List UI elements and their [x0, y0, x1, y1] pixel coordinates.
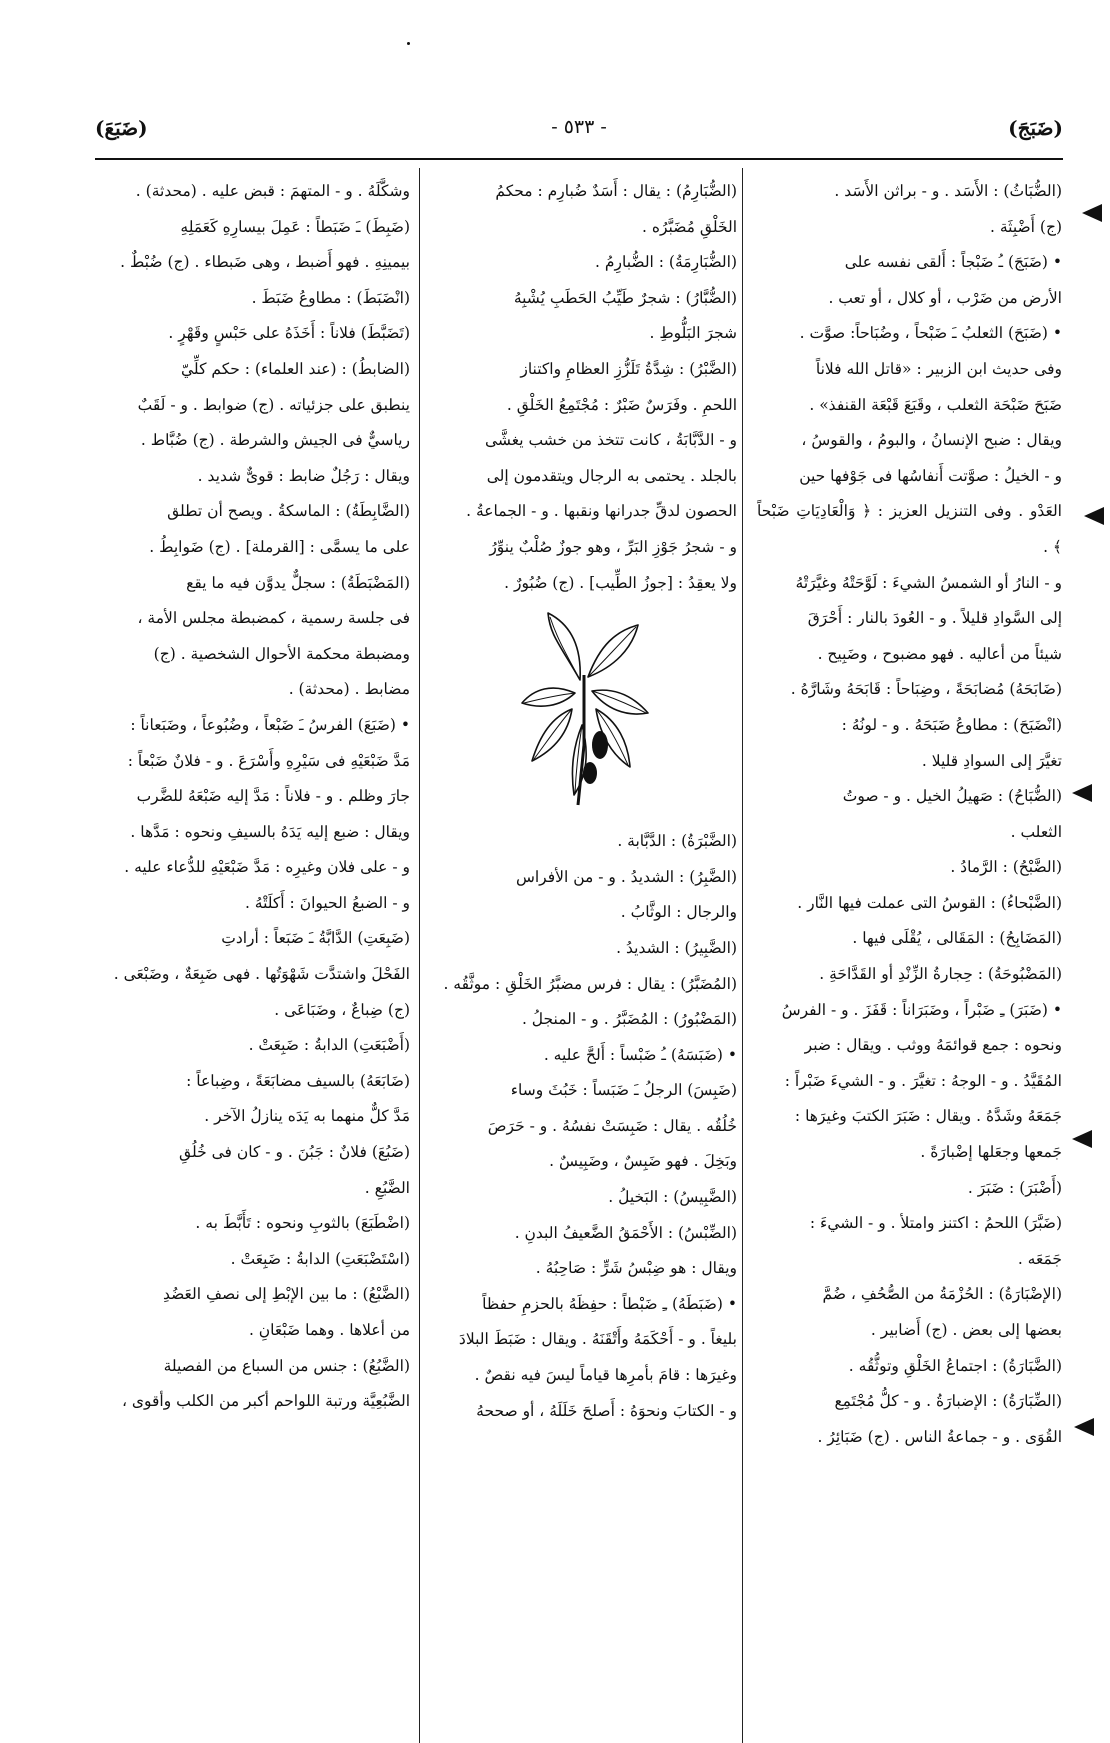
dictionary-line: (انْضَبَحَ) : مطاوعُ ضَبَحَهُ . و - لونُهُ :: [841, 715, 1062, 734]
dictionary-line: (ضَبُعَ) فلانٌ : جَبُنَ . و - كان فى خُلُقِ: [179, 1143, 410, 1162]
dictionary-line: الثعلب .: [1010, 822, 1062, 841]
dictionary-line: ويقال : هو ضِبْسُ شَرٍّ : صَاحِبُهُ .: [535, 1259, 737, 1278]
dictionary-line: و - النارُ أو الشمسُ الشيءَ : لَوَّحَتْهُ وغيَّرَتْهُ: [795, 573, 1062, 592]
dictionary-line: ولا يعقِدُ : [جوزُ الطِّيب] . (ج) ضُبُورٌ .: [504, 573, 737, 592]
margin-thumb-mark: [1084, 507, 1104, 525]
dictionary-line: و - الدَّبَّابَةُ ، كانت تتخذ من خشب يغشَّى: [484, 431, 737, 450]
dictionary-line: (الضُّبَاثُ) : الأَسَد . و - براثن الأَسَد .: [834, 182, 1062, 200]
dictionary-line: بالجلد . يحتمى به الرجال ويتقدمون إلى: [486, 466, 737, 485]
column-middle-upper: [432, 174, 737, 601]
dictionary-line: (ج) أَضْبِثَة .: [989, 217, 1062, 236]
dictionary-line: (الضَّبِيرُ) : الشديدُ .: [616, 938, 737, 957]
dictionary-line: جَمَعَه .: [1017, 1249, 1062, 1268]
dictionary-line: من أعلاها . وهما ضَبْعَانِ .: [248, 1321, 410, 1339]
plant-branch-illustration: [520, 605, 650, 810]
dictionary-line: (المَضْبُورُ) : المُضَبَّرُ . و - المنجلُ .: [521, 1010, 737, 1029]
dictionary-line: • (ضَبَحَ) الثعلبُ ـَ ضَبْحاً ، وضُبَاحاً: صوَّت .: [799, 324, 1062, 343]
dictionary-line: (ج) ضِباعٌ ، وضَبَاعَى .: [274, 1000, 410, 1019]
dictionary-line: • (ضَبَجَ) ـُ ضَبْجاً : أَلقى نفسه على: [844, 253, 1062, 272]
margin-thumb-mark: [1082, 204, 1102, 222]
dictionary-line: (ضَابَعَهُ) بالسيف مضابَعَةً ، وضِباعاً :: [186, 1071, 410, 1090]
dictionary-line: شيئاً من أعاليه . فهو مضبوح ، وضَبِيح .: [817, 644, 1062, 663]
margin-thumb-mark: [1074, 1418, 1094, 1436]
dictionary-line: وشكَّلَهُ . و - المتهمَ : قبض عليه . (محدثة) .: [135, 182, 410, 200]
dictionary-line: و - شجرُ جَوْزِ البَرِّ ، وهو جوزٌ صُلْبٌ ينوِّرُ: [489, 537, 737, 556]
dictionary-line: الفَحْلَ واشتدَّت شَهْوَتُها . فهى ضَبِعَةٌ ، وضَبْعَى .: [113, 965, 410, 984]
dictionary-line: (الضِّبْسُ) : الأَحْمَقُ الضَّعيفُ البدنِ .: [514, 1223, 737, 1242]
dictionary-line: بيمينِهِ . فهو أَضبط ، وهى ضَبطاء . (ج) ضُبْطٌ .: [120, 253, 410, 272]
dictionary-line: مَدَّ ضَبْعَيْهِ فى سَيْرِهِ وأَسْرَعَ . و - فلانٌ ضَبْعاً :: [127, 751, 410, 770]
dictionary-line: (الضَّبَارَةُ) : اجتماعُ الخَلْقِ وتوثُّقُه .: [848, 1356, 1062, 1375]
dictionary-line: و - على فلان وغيرِه : مَدَّ ضَبْعَيْهِ للدُّعاء عليه .: [124, 858, 410, 877]
dictionary-line: و - الكتابَ ونحوَهُ : أَصلحَ خَلَلَهُ ، أو صححهُ: [476, 1401, 737, 1420]
dictionary-line: (ضَبَّرَ) اللحمُ : اكتنز وامتلأ . و - الشيءَ :: [809, 1214, 1062, 1233]
dictionary-line: ضَبَحَ ضَبْحَة الثعلب ، وقَبَعَ قَبْعَة القنفذ» .: [809, 395, 1062, 414]
scan-speck: [407, 42, 410, 45]
dictionary-line: الحصون لدقِّ جدرانها ونقبها . و - الجماعةُ .: [466, 502, 737, 521]
dictionary-line: (أَضْبَرَ) : ضَبَرَ .: [967, 1178, 1062, 1197]
dictionary-line: • (ضَبَسَهُ) ـُ ضَبْساً : أَلحَّ عليه .: [543, 1045, 737, 1064]
dictionary-line: (أَضْبَعَتِ) الدابةُ : ضَبِعَتْ .: [248, 1036, 410, 1055]
dictionary-line: (اسْتَضْبَعَتِ) الدابةُ : ضَبِعَتْ .: [230, 1249, 410, 1268]
page-number: - ٥٣٣ -: [551, 116, 607, 138]
header-rule: [95, 158, 1063, 160]
dictionary-line: (الضُّبَاحُ) : صَهيلُ الخيل . و - صوتُ: [842, 787, 1062, 806]
dictionary-line: الخَلْقِ مُضَبَّرُه .: [642, 217, 737, 236]
dictionary-line: جارَ وظلم . و - فلاناً : مَدَّ إليه ضَبْعَهُ للضَّرب: [136, 787, 410, 806]
dictionary-line: (انْضَبَطَ) : مطاوعُ ضَبَطَ .: [251, 288, 410, 307]
dictionary-line: (الضُّبَارِمُ) : يقال : أَسَدٌ ضُبارِم : محكمُ: [495, 182, 737, 200]
dictionary-line: (المَضَابِحُ) : المَقَالى ، يُقْلَى فيها .: [852, 929, 1062, 948]
column-separator-right: [742, 168, 743, 1743]
column-left: [100, 174, 410, 1734]
dictionary-line: ويقال : رَجُلٌ ضابط : قوىٌّ شديد .: [197, 466, 410, 485]
dictionary-line: (المَضْبَطَةُ) : سجلٌّ يدوَّن فيه ما يقع: [186, 573, 410, 592]
dictionary-line: القُوَى . و - جماعةُ الناس . (ج) ضَبَائِرُ .: [817, 1427, 1062, 1446]
dictionary-line: إلى السَّوادِ قليلاً . و - العُودَ بالنار : أَحْرَقَ: [807, 609, 1062, 628]
dictionary-line: جَمَعَهُ وشَدَّهُ . ويقال : ضَبَرَ الكتبَ وغيرَها :: [794, 1107, 1062, 1126]
dictionary-line: • (ضَبَرَ) ـِ ضَبْراً ، وضَبَرَاناً : قَفَزَ . و - الفرسُ: [781, 1000, 1062, 1019]
dictionary-line: (الضِّبَارَةُ) : الإضبارَةُ . و - كلُّ مُجْتَمِع: [834, 1392, 1062, 1411]
dictionary-line: (الضَّبْرَةُ) : الدَّبَّابة .: [617, 832, 737, 851]
dictionary-line: وفى حديث ابن الزبير : «قاتل الله فلاناً: [815, 359, 1062, 378]
dictionary-line: (تَضَبَّطَ) فلاناً : أَخَذَهُ على حَبْسٍ وقَهْرٍ .: [168, 324, 410, 343]
page-header: [95, 112, 1063, 152]
dictionary-line: (الضَّبُعُ) : جنس من السباع من الفصيلة: [163, 1356, 410, 1375]
dictionary-line: الأرض من ضَرْب ، أو كلال ، أو تعب .: [828, 288, 1062, 307]
dictionary-line: (الضَّبْرُ) : شِدَّةُ تَلَزُّزِ العظامِ واكتناز: [520, 359, 737, 378]
dictionary-line: (الضَّبِيسُ) : البَخيلُ .: [608, 1188, 737, 1207]
dictionary-line: اللحمِ . وفَرَسٌ ضَبْرٌ : مُجْتَمِعُ الخَلْقِ .: [506, 395, 737, 414]
dictionary-line: مَدَّ كلٌّ منهما به يَدَه ينازلُ الآخر .: [204, 1107, 410, 1126]
dictionary-line: على ما يسمَّى : [القرملة] . (ج) ضَوابِطُ .: [149, 537, 410, 556]
dictionary-line: (الضُّبَارِمَةُ) : الضُّبارِمُ .: [595, 253, 737, 272]
header-left-word: (ضَبَعَ): [95, 116, 148, 140]
dictionary-line: (ضَبِسَ) الرجلُ ـَ ضَبَساً : خَبُثَ وساء: [510, 1081, 737, 1100]
dictionary-line: مضابط . (محدثة) .: [288, 680, 410, 699]
dictionary-line: والرجال : الوثَّابُ .: [620, 903, 737, 922]
dictionary-line: الضَّبُعِيَّة ورتبة اللواحم أكبر من الكلب وأقوى ،: [121, 1392, 410, 1411]
dictionary-line: (المُضَبَّرُ) : يقال : فرس مضبَّرُ الخَلْقِ : موثَّقُه .: [443, 974, 737, 993]
dictionary-line: جَمعها وجعَلها إضْبارَةً .: [920, 1143, 1062, 1162]
dictionary-line: خُلُقُه . يقال : ضَبِسَتْ نفسُهُ . و - حَرَصَ: [487, 1116, 737, 1135]
dictionary-line: ينطبق على جزئياته . (ج) ضوابط . و - لَقَبٌ: [137, 395, 410, 414]
dictionary-line: الضَّبُعِ .: [364, 1178, 410, 1197]
dictionary-line: بعضها إلى بعض . (ج) أَضابير .: [870, 1321, 1062, 1339]
dictionary-line: ويقال : ضبع إليه يَدَهُ بالسيفِ ونحوه : مَدَّها .: [130, 822, 410, 841]
dictionary-line: (الضَّبْعُ) : ما بين الإبْطِ إلى نصفِ العَضُدِ: [162, 1285, 410, 1304]
column-right: [757, 174, 1062, 1734]
column-middle: [432, 174, 737, 1734]
margin-thumb-mark: [1072, 1130, 1092, 1148]
dictionary-line: (الضُّبَّارُ) : شجرٌ طَيِّبُ الحَطَبِ يُشْبِهُ: [513, 288, 737, 307]
dictionary-line: (المَضْبُوحَةُ) : حِجارةُ الزِّنْدِ أو القَدَّاحَةِ .: [819, 965, 1062, 984]
dictionary-line: ومضبطة محكمة الأحوال الشخصية . (ج): [153, 644, 410, 663]
dictionary-line: بليغاً . و - أَحْكَمَهُ وأَتْقَنَهُ . ويقال : ضَبَطَ البلادَ: [458, 1330, 737, 1349]
dictionary-line: (الضَّبْحاءُ) : القوسُ التى عملت فيها النَّار .: [797, 893, 1062, 912]
dictionary-line: (الضَّبِرُ) : الشديدُ . و - من الأفراس: [515, 867, 737, 886]
header-right-word: (ضَبَجَ): [1008, 116, 1063, 140]
dictionary-line: فى جلسة رسمية ، كمضبطة مجلس الأمة ،: [137, 609, 410, 628]
dictionary-line: (ضَبِعَتِ) الدَّابَّةُ ـَ ضَبَعاً : أرادتِ: [221, 929, 410, 948]
dictionary-line: المُقَيَّدُ . و - الوجهُ : تغيَّرَ . و - الشيءَ ضَبْراً :: [784, 1071, 1062, 1090]
dictionary-line: و - الضبعُ الحيوانَ : أَكلَتْهُ .: [244, 893, 410, 912]
dictionary-line: تغيَّرَ إلى السوادِ قليلا .: [921, 751, 1062, 770]
dictionary-line: (اضْطَبَعَ) بالثوبِ ونحوه : تَأَبَّطَ به .: [195, 1214, 410, 1233]
dictionary-line: (ضَابَحَهُ) مُضابَحَةً ، وضِبَاحاً : قَابَحَهُ وشَارَّهُ .: [790, 680, 1062, 699]
dictionary-line: (الضابطُ) : (عند العلماء) : حكم كلِّيّ: [181, 359, 410, 378]
dictionary-line: (الإضْبَارَةُ) : الحُزْمَةُ من الصُّحُفِ ، ضُمَّ: [822, 1285, 1062, 1304]
dictionary-line: (ضَبِطَ) ـَ ضَبَطاً : عَمِلَ بيسارِهِ كَعَمَلِهِ: [180, 217, 410, 236]
dictionary-line: وغيرَها : قامَ بأمرِها قياماً ليسَ فيه نقصٌ .: [474, 1366, 737, 1385]
column-separator-left: [419, 168, 420, 1743]
dictionary-line: وبَخِلَ . فهو ضَبِسٌ ، وضَبِيسٌ .: [549, 1152, 737, 1171]
dictionary-line: و - الخيلُ : صوَّتت أَنفاسُها فى جَوْفها حين: [799, 466, 1062, 485]
dictionary-line: شجرَ البَلُّوطِ .: [649, 324, 737, 343]
dictionary-line: ونحوه : جمع قوائمَهُ ووثب . ويقال : ضبر: [804, 1036, 1062, 1055]
dictionary-line: (الضَّابِطَةُ) : الماسكةُ . ويصح أن تطلق: [167, 502, 410, 521]
dictionary-line: • (ضَبَطَهُ) ـِ ضَبْطاً : حفِظَهُ بالحزمِ حفظاً: [482, 1294, 737, 1313]
dictionary-line: (الضَّبْحُ) : الرَّمادُ .: [950, 858, 1062, 877]
dictionary-line: ويقال : ضبح الإنسانُ ، والبومُ ، والقوسُ ،: [801, 431, 1062, 450]
column-middle-lower: [432, 824, 737, 1429]
margin-thumb-mark: [1072, 784, 1092, 802]
dictionary-line: العَدْو . وفى التنزيل العزيز : ﴿ وَالْعَادِيَاتِ ضَبْحاً ﴾ .: [757, 502, 1062, 556]
dictionary-line: رياسيٌّ فى الجيش والشرطة . (ج) ضُبَّاط .: [140, 431, 410, 450]
dictionary-line: • (ضَبَعَ) الفرسُ ـَ ضَبْعاً ، وضُبُوعاً ، وضَبَعاناً :: [130, 715, 410, 734]
